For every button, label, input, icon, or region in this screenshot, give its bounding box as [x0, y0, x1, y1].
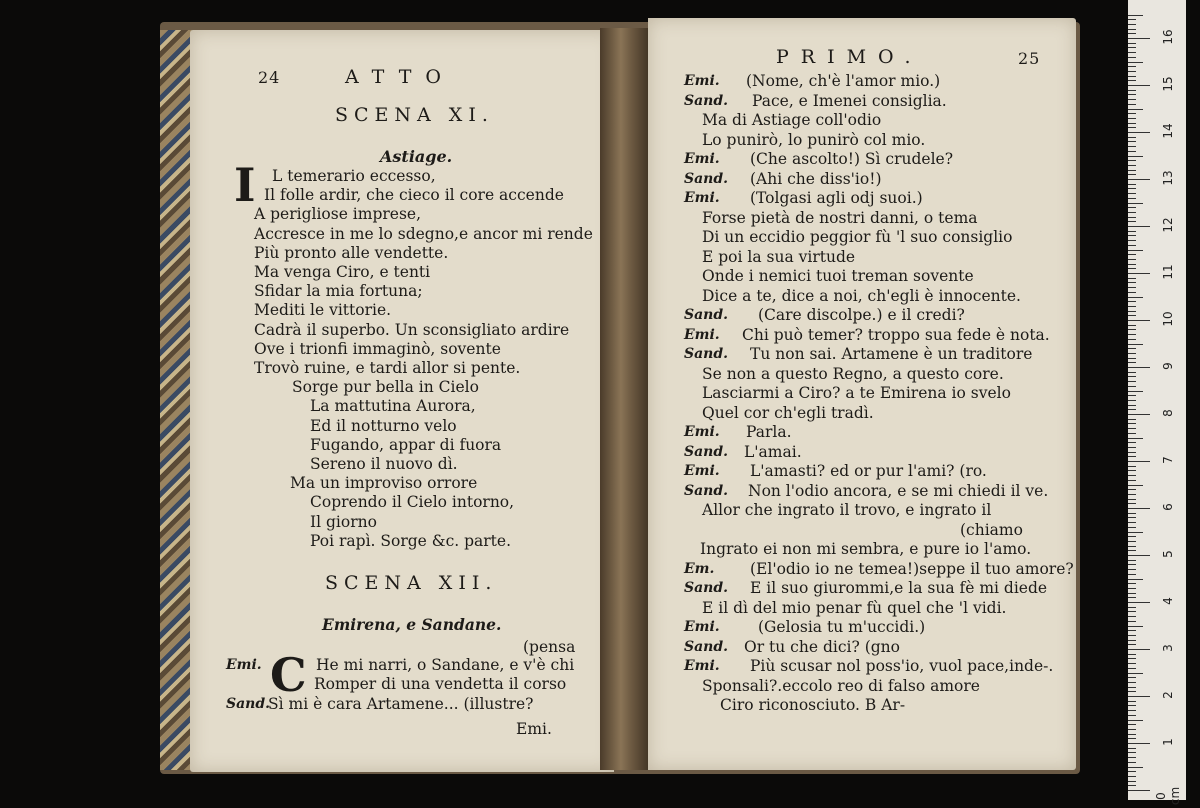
ruler-tick	[1128, 405, 1136, 406]
ruler-tick	[1128, 320, 1150, 321]
ruler-tick	[1128, 348, 1136, 349]
line-text: Trovò ruine, e tardi allor si pente.	[254, 359, 521, 377]
line-text: Fugando, appar di fuora	[310, 435, 502, 454]
ruler-tick	[1128, 499, 1136, 500]
line-text: (Ahi che diss'io!)	[750, 169, 882, 188]
ruler-tick	[1128, 170, 1136, 171]
ruler-number: 11	[1161, 264, 1175, 280]
scene2-title: SCENA XII.	[325, 572, 498, 594]
ruler-tick	[1128, 282, 1136, 283]
ruler-tick	[1128, 207, 1136, 208]
ruler-tick	[1128, 428, 1136, 429]
left-page-number: 24	[258, 68, 281, 87]
ruler-tick	[1128, 414, 1150, 415]
scene2-characters: Emirena, e Sandane.	[322, 615, 502, 634]
ruler-tick	[1128, 513, 1136, 514]
line-text: Ma un improviso orrore	[290, 474, 478, 493]
ruler-tick	[1128, 785, 1136, 786]
line-text: Ove i trionfi immaginò, sovente	[254, 339, 501, 358]
left-page	[190, 30, 614, 772]
ruler-tick	[1128, 644, 1136, 645]
ruler-tick	[1128, 494, 1136, 495]
line-text: Ed il notturno velo	[310, 416, 457, 435]
ruler-tick	[1128, 734, 1136, 735]
ruler-tick	[1128, 104, 1136, 105]
ruler-tick	[1128, 273, 1150, 274]
ruler-tick	[1128, 616, 1136, 617]
line-text: Ma di Astiage coll'odio	[702, 111, 882, 129]
ruler-number: 1	[1161, 738, 1175, 746]
ruler-tick	[1128, 358, 1136, 359]
line-text: Parla.	[746, 423, 792, 441]
ruler-tick	[1128, 19, 1136, 20]
ruler-tick	[1128, 306, 1136, 307]
line-text: E il suo giurommi,e la sua fè mi diede	[750, 579, 1048, 597]
line-text: (El'odio io ne temea!)seppe il tuo amore?	[750, 559, 1074, 578]
ruler-tick	[1128, 334, 1136, 335]
speaker-label: Emi.	[684, 619, 720, 635]
ruler-tick	[1128, 466, 1136, 467]
ruler-tick	[1128, 522, 1136, 523]
speaker-label: Sand.	[226, 696, 271, 712]
line-text: E il dì del mio penar fù quel che 'l vidi.	[702, 598, 1007, 617]
ruler-number: 12	[1161, 217, 1175, 233]
ruler-tick	[1128, 268, 1136, 269]
ruler-tick	[1128, 776, 1136, 777]
ruler-number: 3	[1161, 644, 1175, 652]
ruler-tick	[1128, 47, 1136, 48]
line-text: Più scusar nol poss'io, vuol pace,inde-.	[750, 657, 1054, 675]
ruler-tick	[1128, 658, 1136, 659]
ruler-tick	[1128, 663, 1136, 664]
ruler-tick	[1128, 517, 1136, 518]
ruler-tick	[1128, 790, 1150, 791]
ruler-tick	[1128, 52, 1136, 53]
ruler-tick	[1128, 198, 1136, 199]
ruler-tick	[1128, 781, 1136, 782]
line-text: Pace, e Imenei consiglia.	[752, 91, 947, 110]
line-text: A perigliose imprese,	[254, 205, 422, 224]
ruler-tick	[1128, 71, 1136, 72]
line-text: Romper di una vendetta il corso	[314, 675, 567, 693]
speaker-label: Emi.	[226, 657, 262, 673]
line-text: Lo punirò, lo punirò col mio.	[702, 130, 926, 149]
line-text: Dice a te, dice a noi, ch'egli è innocente.	[702, 286, 1021, 305]
ruler-tick	[1128, 597, 1136, 598]
line-text: Sponsali?.eccolo reo di falso amore	[702, 676, 980, 695]
line-text: Cadrà il superbo. Un sconsigliato ardire	[254, 320, 570, 339]
ruler-tick	[1128, 33, 1136, 34]
ruler-tick	[1128, 339, 1136, 340]
ruler-tick	[1128, 235, 1136, 236]
ruler-tick	[1128, 677, 1136, 678]
ruler-tick	[1128, 221, 1136, 222]
ruler-tick	[1128, 738, 1136, 739]
ruler-tick	[1128, 259, 1136, 260]
ruler-tick	[1128, 386, 1136, 387]
ruler-tick	[1128, 532, 1143, 533]
speaker-label: Em.	[684, 560, 715, 577]
ruler-tick	[1128, 705, 1136, 706]
line-text: Sereno il nuovo dì.	[310, 455, 458, 473]
ruler-tick	[1128, 485, 1143, 486]
ruler-tick	[1128, 287, 1136, 288]
speaker-heading: Astiage.	[380, 147, 453, 166]
ruler-number: 5	[1161, 550, 1175, 558]
ruler-tick	[1128, 362, 1136, 363]
speaker-label: Emi.	[684, 326, 720, 343]
ruler-tick	[1128, 574, 1136, 575]
ruler-tick	[1128, 470, 1136, 471]
line-text: Sfidar la mia fortuna;	[254, 282, 423, 301]
ruler-tick	[1128, 297, 1143, 298]
ruler-tick	[1128, 560, 1136, 561]
line-text: (Che ascolto!) Sì crudele?	[750, 150, 954, 168]
line-text: Mediti le vittorie.	[254, 301, 392, 320]
ruler-tick	[1128, 588, 1136, 589]
speaker-label: Sand.	[684, 307, 729, 323]
speaker-label: Emi.	[684, 190, 720, 206]
ruler-number: 6	[1161, 503, 1175, 511]
line-text: Tu non sai. Artamene è un traditore	[750, 345, 1033, 363]
ruler-tick	[1128, 682, 1136, 683]
ruler-tick	[1128, 626, 1143, 627]
ruler-tick	[1128, 381, 1136, 382]
speaker-label: Emi.	[684, 463, 720, 479]
ruler-tick	[1128, 76, 1136, 77]
ruler-tick	[1128, 715, 1136, 716]
ruler-tick	[1128, 527, 1136, 528]
ruler-tick	[1128, 673, 1143, 674]
line-text: (chiamo	[960, 520, 1023, 539]
ruler-number: 10	[1161, 311, 1175, 327]
ruler-number: 14	[1161, 123, 1175, 139]
ruler-tick	[1128, 80, 1136, 81]
right-page-number: 25	[1018, 49, 1041, 68]
ruler-tick	[1128, 311, 1136, 312]
ruler-tick	[1128, 611, 1136, 612]
ruler-tick	[1128, 245, 1136, 246]
ruler-tick	[1128, 113, 1136, 114]
ruler-tick	[1128, 85, 1150, 86]
ruler-tick	[1128, 489, 1136, 490]
line-text: Chi può temer? troppo sua fede è nota.	[742, 325, 1050, 344]
ruler-tick	[1128, 212, 1136, 213]
ruler-tick	[1128, 315, 1136, 316]
ruler-tick	[1128, 409, 1136, 410]
ruler-tick	[1128, 668, 1136, 669]
line-text: Il folle ardir, che cieco il core accende	[264, 186, 564, 205]
ruler-tick	[1128, 767, 1143, 768]
ruler-tick	[1128, 127, 1136, 128]
ruler-tick	[1128, 729, 1136, 730]
ruler-tick	[1128, 452, 1136, 453]
ruler-number: 13	[1161, 170, 1175, 186]
ruler-tick	[1128, 724, 1136, 725]
line-text: Ciro riconosciuto. B Ar-	[720, 696, 906, 714]
speaker-label: Emi.	[684, 424, 720, 440]
ruler-tick	[1128, 137, 1136, 138]
ruler-tick	[1128, 240, 1136, 241]
marbled-cover-edge	[160, 30, 192, 770]
line-text: (pensa	[523, 638, 576, 656]
ruler-tick	[1128, 503, 1136, 504]
ruler-tick	[1128, 419, 1136, 420]
line-text: Sì mi è cara Artamene... (illustre?	[268, 695, 534, 713]
line-text: (Care discolpe.) e il credi?	[758, 306, 965, 324]
ruler-tick	[1128, 480, 1136, 481]
measurement-ruler	[1128, 0, 1186, 806]
ruler-tick	[1128, 710, 1136, 711]
ruler-tick	[1128, 635, 1136, 636]
ruler-tick	[1128, 593, 1136, 594]
ruler-tick	[1128, 771, 1136, 772]
ruler-tick	[1128, 141, 1136, 142]
ruler-tick	[1128, 550, 1136, 551]
ruler-tick	[1128, 536, 1136, 537]
ruler-tick	[1128, 344, 1143, 345]
ruler-tick	[1128, 447, 1136, 448]
line-text: L'amasti? ed or pur l'ami? (ro.	[750, 462, 987, 480]
ruler-tick	[1128, 602, 1150, 603]
line-text: Più pronto alle vendette.	[254, 243, 449, 262]
ruler-tick	[1128, 278, 1136, 279]
line-text: L'amai.	[744, 442, 802, 461]
line-text: Poi rapì. Sorge &c. parte.	[310, 531, 512, 550]
line-text: Onde i nemici tuoi treman sovente	[702, 267, 974, 285]
ruler-tick	[1128, 649, 1150, 650]
ruler-tick	[1128, 762, 1136, 763]
ruler-tick	[1128, 579, 1143, 580]
ruler-tick	[1128, 38, 1150, 39]
ruler-tick	[1128, 438, 1143, 439]
ruler-tick	[1128, 301, 1136, 302]
left-running-head: ATTO	[345, 66, 455, 88]
ruler-tick	[1128, 696, 1150, 697]
line-text: E poi la sua virtude	[702, 247, 856, 266]
ruler-tick	[1128, 400, 1136, 401]
ruler-tick	[1128, 508, 1150, 509]
ruler-tick	[1128, 687, 1136, 688]
ruler-number: 16	[1161, 29, 1175, 45]
right-running-head: PRIMO.	[776, 46, 923, 68]
ruler-number: 8	[1161, 409, 1175, 417]
ruler-tick	[1128, 748, 1136, 749]
line-text: Lasciarmi a Ciro? a te Emirena io svelo	[702, 384, 1011, 402]
speaker-label: Sand.	[684, 443, 729, 460]
speaker-label: Emi.	[684, 658, 720, 674]
line-text: Allor che ingrato il trovo, e ingrato il	[702, 501, 992, 519]
ruler-tick	[1128, 203, 1143, 204]
ruler-tick	[1128, 29, 1136, 30]
ruler-tick	[1128, 62, 1143, 63]
speaker-label: Sand.	[684, 482, 729, 499]
right-page	[648, 18, 1076, 770]
speaker-label: Emi.	[684, 73, 720, 89]
speaker-label: Sand.	[684, 638, 729, 655]
ruler-tick	[1128, 109, 1143, 110]
line-text: Forse pietà de nostri danni, o tema	[702, 208, 978, 227]
ruler-tick	[1128, 367, 1150, 368]
line-text: Sorge pur bella in Cielo	[292, 378, 479, 397]
line-text: Emi.	[516, 720, 552, 738]
line-text: Quel cor ch'egli tradì.	[702, 403, 874, 422]
line-text: (Gelosia tu m'uccidi.)	[758, 618, 926, 636]
speaker-label: Sand.	[684, 580, 729, 596]
ruler-tick	[1128, 188, 1136, 189]
ruler-tick	[1128, 569, 1136, 570]
ruler-tick	[1128, 156, 1143, 157]
ruler-tick	[1128, 94, 1136, 95]
ruler-tick	[1128, 184, 1136, 185]
line-text: Coprendo il Cielo intorno,	[310, 493, 515, 512]
ruler-number: 2	[1161, 691, 1175, 699]
line-text: Ingrato ei non mi sembra, e pure io l'amo.	[700, 540, 1032, 558]
ruler-tick	[1128, 621, 1136, 622]
line-text: Ma venga Ciro, e tenti	[254, 263, 431, 281]
ruler-tick	[1128, 193, 1136, 194]
book-gutter	[600, 28, 652, 770]
ruler-tick	[1128, 118, 1136, 119]
ruler-tick	[1128, 442, 1136, 443]
ruler-tick	[1128, 165, 1136, 166]
scene2-drop-cap: C	[270, 648, 307, 702]
ruler-tick	[1128, 752, 1136, 753]
line-text: Di un eccidio peggior fù 'l suo consiglio	[702, 228, 1013, 246]
line-text: He mi narri, o Sandane, e v'è chi	[316, 656, 575, 674]
ruler-tick	[1128, 607, 1136, 608]
ruler-tick	[1128, 395, 1136, 396]
ruler-number: 7	[1161, 456, 1175, 464]
ruler-number: 4	[1161, 597, 1175, 605]
ruler-tick	[1128, 541, 1136, 542]
ruler-tick	[1128, 583, 1136, 584]
ruler-number: 9	[1161, 362, 1175, 370]
ruler-tick	[1128, 226, 1150, 227]
ruler-tick	[1128, 254, 1136, 255]
ruler-tick	[1128, 43, 1136, 44]
line-text: L temerario eccesso,	[272, 167, 436, 185]
ruler-tick	[1128, 250, 1143, 251]
ruler-tick	[1128, 743, 1150, 744]
line-text: Non l'odio ancora, e se mi chiedi il ve.	[748, 481, 1049, 500]
line-text: (Tolgasi agli odj suoi.)	[750, 189, 923, 207]
ruler-tick	[1128, 691, 1136, 692]
ruler-tick	[1128, 376, 1136, 377]
speaker-label: Sand.	[684, 346, 729, 362]
ruler-tick	[1128, 66, 1136, 67]
ruler-tick	[1128, 24, 1136, 25]
line-text: (Nome, ch'è l'amor mio.)	[746, 72, 941, 90]
ruler-tick	[1128, 329, 1136, 330]
ruler-tick	[1128, 372, 1136, 373]
drop-cap: I	[234, 158, 256, 212]
ruler-tick	[1128, 231, 1136, 232]
ruler-number: 0 cm	[1154, 786, 1182, 806]
ruler-tick	[1128, 546, 1136, 547]
line-text: Se non a questo Regno, a questo core.	[702, 364, 1004, 383]
ruler-tick	[1128, 217, 1136, 218]
speaker-label: Sand.	[684, 170, 729, 187]
ruler-tick	[1128, 151, 1136, 152]
ruler-tick	[1128, 757, 1136, 758]
ruler-tick	[1128, 292, 1136, 293]
ruler-tick	[1128, 475, 1136, 476]
ruler-tick	[1128, 264, 1136, 265]
ruler-tick	[1128, 423, 1136, 424]
ruler-tick	[1128, 179, 1150, 180]
ruler-tick	[1128, 701, 1136, 702]
ruler-tick	[1128, 456, 1136, 457]
ruler-tick	[1128, 433, 1136, 434]
ruler-tick	[1128, 461, 1150, 462]
ruler-tick	[1128, 325, 1136, 326]
ruler-tick	[1128, 720, 1143, 721]
ruler-tick	[1128, 353, 1136, 354]
scene-title: SCENA XI.	[335, 104, 494, 126]
ruler-tick	[1128, 132, 1150, 133]
ruler-tick	[1128, 99, 1136, 100]
line-text: Il giorno	[310, 512, 377, 531]
ruler-tick	[1128, 146, 1136, 147]
ruler-tick	[1128, 555, 1150, 556]
ruler-tick	[1128, 391, 1143, 392]
line-text: Or tu che dici? (gno	[744, 637, 900, 656]
ruler-tick	[1128, 174, 1136, 175]
speaker-label: Sand.	[684, 92, 729, 109]
ruler-tick	[1128, 564, 1136, 565]
ruler-tick	[1128, 654, 1136, 655]
ruler-tick	[1128, 630, 1136, 631]
line-text: La mattutina Aurora,	[310, 397, 476, 416]
line-text: Accresce in me lo sdegno,e ancor mi rende	[254, 224, 593, 243]
ruler-tick	[1128, 15, 1143, 16]
ruler-tick	[1128, 160, 1136, 161]
ruler-tick	[1128, 57, 1136, 58]
speaker-label: Emi.	[684, 151, 720, 167]
ruler-tick	[1128, 640, 1136, 641]
ruler-number: 15	[1161, 76, 1175, 92]
ruler-tick	[1128, 90, 1136, 91]
ruler-tick	[1128, 123, 1136, 124]
